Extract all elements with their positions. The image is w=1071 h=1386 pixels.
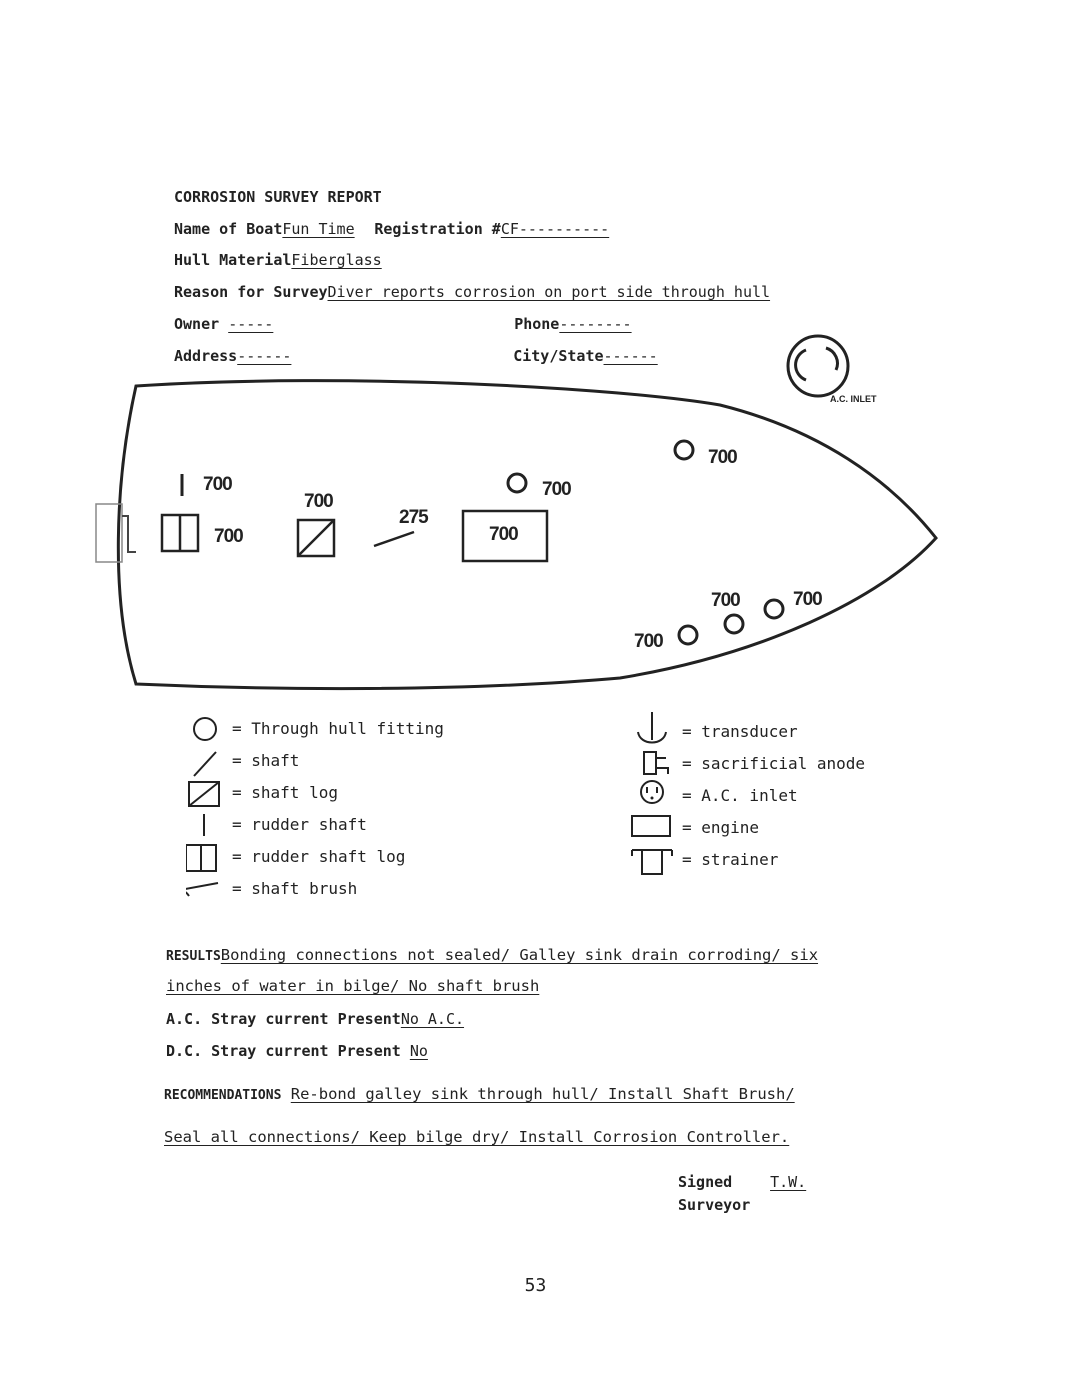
shaft-icon	[194, 752, 216, 776]
registration-label: Registration #	[374, 220, 501, 238]
through-hull-bow-upper-reading: 700	[708, 447, 737, 468]
ac-inlet-label: A.C. INLET	[830, 394, 877, 404]
registration-value: CF----------	[500, 220, 610, 238]
through-hull-mid-icon	[508, 474, 526, 492]
sacrificial-anode-icon	[644, 752, 668, 774]
phone-value: --------	[559, 315, 632, 333]
dc-stray-row	[166, 1042, 428, 1060]
dc-stray-value: No	[409, 1042, 428, 1060]
legend-rudder-shaft-text: = rudder shaft	[232, 815, 367, 834]
rudder-shaft-reading: 700	[203, 474, 232, 495]
city-state-value: ------	[603, 347, 658, 365]
through-hull-mid-reading: 700	[542, 479, 571, 500]
legend-shaft-brush-text: = shaft brush	[232, 879, 358, 898]
boat-name-value: Fun Time	[282, 220, 355, 238]
owner-value: -----	[228, 315, 274, 333]
surveyor-label: Surveyor	[678, 1196, 751, 1214]
legend-through-hull-text: = Through hull fitting	[232, 719, 444, 738]
through-hull-bow-lower-3-icon	[765, 600, 783, 618]
recommendations-row-1	[164, 1085, 795, 1103]
legend-left-symbols	[186, 714, 226, 904]
legend-transducer-text: = transducer	[682, 722, 798, 741]
rudder-shaft-log-icon	[162, 515, 198, 551]
address-value: ------	[237, 347, 292, 365]
results-line-1: Bonding connections not sealed/ Galley sink drain corroding/ six	[220, 946, 819, 964]
signed-row	[678, 1173, 806, 1191]
engine-reading: 700	[489, 524, 518, 545]
signed-label: Signed	[678, 1173, 733, 1191]
recommendations-line-1: Re-bond galley sink through hull/ Install Shaft Brush/	[290, 1085, 795, 1103]
through-hull-bow-lower-3-reading: 700	[793, 589, 822, 610]
through-hull-bow-lower-1-icon	[679, 626, 697, 644]
results-row-1	[166, 946, 818, 964]
through-hull-bow-lower-2-icon	[725, 615, 743, 633]
shaft-log-icon	[298, 520, 334, 556]
results-line-2: inches of water in bilge/ No shaft brush	[166, 977, 540, 995]
through-hull-fitting-icon	[194, 718, 216, 740]
legend-strainer-text: = strainer	[682, 850, 779, 869]
rudder-shaft-log-reading: 700	[214, 526, 243, 547]
phone-label: Phone	[514, 315, 560, 333]
legend-shaft-text: = shaft	[232, 751, 300, 770]
legend-engine-text: = engine	[682, 818, 760, 837]
through-hull-bow-lower-2-reading: 700	[711, 590, 740, 611]
transducer-icon	[638, 712, 666, 743]
recommendations-label: RECOMMENDATIONS	[164, 1088, 282, 1103]
hull-material-label: Hull Material	[174, 251, 292, 269]
ac-stray-label: A.C. Stray current Present	[166, 1010, 401, 1028]
through-hull-bow-upper-icon	[675, 441, 693, 459]
shaft-brush-icon	[186, 883, 218, 898]
rudder-shaft-log-icon	[186, 845, 216, 871]
report-title: CORROSION SURVEY REPORT	[174, 188, 382, 206]
shaft-icon	[374, 532, 414, 546]
boat-name-label: Name of Boat	[174, 220, 283, 238]
transom-transducer-icon	[96, 504, 136, 562]
ac-stray-value: No A.C.	[400, 1010, 465, 1028]
through-hull-bow-lower-1-reading: 700	[634, 631, 663, 652]
dc-stray-label: D.C. Stray current Present	[166, 1042, 401, 1060]
signed-value: T.W.	[770, 1173, 807, 1191]
hull-material-value: Fiberglass	[291, 251, 382, 269]
recommendations-row-2	[164, 1128, 789, 1146]
legend-sacrificial-anode-text: = sacrificial anode	[682, 754, 866, 773]
engine-icon	[632, 816, 670, 836]
results-row-2	[166, 977, 539, 995]
recommendations-line-2: Seal all connections/ Keep bilge dry/ Install Corrosion Controller.	[164, 1128, 790, 1146]
legend-rudder-shaft-log-text: = rudder shaft log	[232, 847, 406, 866]
shaft-reading: 275	[399, 507, 428, 528]
results-label: RESULTS	[166, 949, 221, 964]
city-state-label: City/State	[513, 347, 604, 365]
legend-ac-inlet-text: = A.C. inlet	[682, 786, 798, 805]
shaft-log-icon	[189, 782, 219, 806]
shaft-log-reading: 700	[304, 491, 333, 512]
reason-label: Reason for Survey	[174, 283, 328, 301]
legend-right-symbols	[628, 710, 678, 880]
page-number: 53	[524, 1275, 547, 1296]
owner-label: Owner	[174, 315, 220, 333]
legend-shaft-log-text: = shaft log	[232, 783, 338, 802]
ac-inlet-icon	[641, 781, 663, 803]
ac-stray-row	[166, 1010, 464, 1028]
address-label: Address	[174, 347, 238, 365]
strainer-icon	[632, 850, 672, 874]
ac-inlet-diagram-icon	[788, 336, 848, 396]
reason-value: Diver reports corrosion on port side through hull	[327, 283, 771, 301]
